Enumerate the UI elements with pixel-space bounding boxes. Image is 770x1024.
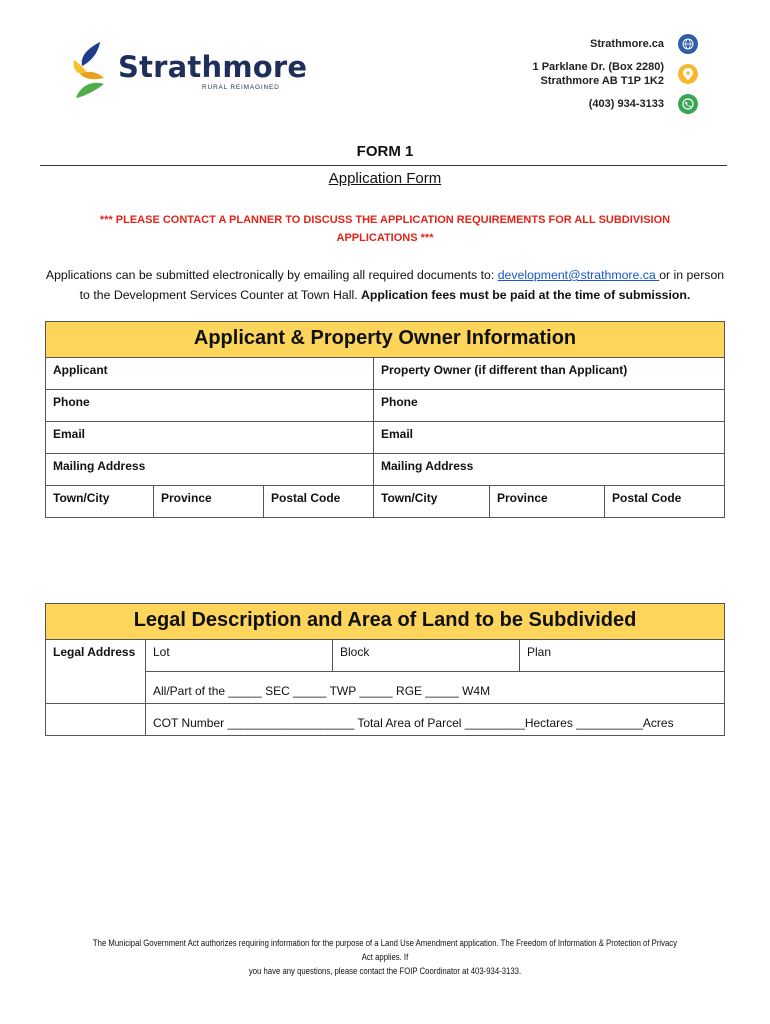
applicant-phone-field[interactable]: Phone — [46, 390, 374, 422]
warning-line2: APPLICATIONS *** — [336, 232, 434, 244]
section-legal-description-title: Legal Description and Area of Land to be Subdivided — [46, 604, 725, 640]
applicant-field[interactable]: Applicant — [46, 358, 374, 390]
planner-warning — [60, 211, 710, 247]
logo-tagline: RURAL REIMAGINED — [202, 84, 280, 91]
website-text: Strathmore.ca — [590, 38, 664, 50]
section-applicant-owner-title: Applicant & Property Owner Information — [46, 322, 725, 358]
logo-wordmark: Strathmore — [118, 50, 308, 84]
strathmore-logo — [70, 40, 308, 106]
address-row — [438, 60, 698, 88]
owner-postal-field[interactable]: Postal Code — [605, 486, 725, 518]
owner-field[interactable]: Property Owner (if different than Applicant) — [374, 358, 725, 390]
phone-row — [438, 94, 698, 114]
intro-text: Applications can be submitted electronically by emailing all required documents to: — [45, 268, 498, 282]
applicant-province-field[interactable]: Province — [154, 486, 264, 518]
sec-twp-rge-field[interactable]: All/Part of the _____ SEC _____ TWP _____ RGE _____ W4M — [146, 672, 725, 704]
logo-mark-icon — [70, 40, 118, 106]
globe-icon — [678, 34, 698, 54]
lot-field[interactable]: Lot — [146, 640, 333, 672]
block-field[interactable]: Block — [333, 640, 520, 672]
warning-line1: *** PLEASE CONTACT A PLANNER TO DISCUSS THE APPLICATION REQUIREMENTS FOR ALL SUBDIVISION — [99, 214, 671, 226]
intro-text-2: or in person to the Development Services Counter at Town Hall. — [79, 268, 725, 302]
applicant-email-field[interactable]: Email — [46, 422, 374, 454]
owner-province-field[interactable]: Province — [490, 486, 605, 518]
applicant-town-field[interactable]: Town/City — [46, 486, 154, 518]
foip-line1: The Municipal Government Act authorizes requiring information for the purpose of a Land Use Amendment application. The Freedom of Information & Protection of Privacy Act applies. If — [92, 938, 678, 962]
owner-town-field[interactable]: Town/City — [374, 486, 490, 518]
phone-chat-icon — [678, 94, 698, 114]
owner-mailing-field[interactable]: Mailing Address — [374, 454, 725, 486]
submission-instructions — [40, 265, 730, 305]
location-pin-icon — [678, 64, 698, 84]
form-subtitle: Application Form — [328, 170, 442, 187]
applicant-postal-field[interactable]: Postal Code — [264, 486, 374, 518]
legal-address-label: Legal Address — [46, 640, 146, 704]
form-number: FORM 1 — [356, 143, 414, 160]
foip-notice — [88, 936, 681, 978]
plan-field[interactable]: Plan — [520, 640, 725, 672]
address-line2: Strathmore AB T1P 1K2 — [540, 75, 664, 87]
email-link[interactable]: development@strathmore.ca — [497, 268, 660, 282]
header-divider — [40, 165, 727, 166]
applicant-mailing-field[interactable]: Mailing Address — [46, 454, 374, 486]
blank-cell — [46, 704, 146, 736]
contact-block — [438, 34, 698, 120]
fee-notice: Application fees must be paid at the time of submission. — [361, 288, 691, 302]
phone-text: (403) 934-3133 — [588, 98, 664, 110]
owner-phone-field[interactable]: Phone — [374, 390, 725, 422]
foip-line2: you have any questions, please contact the FOIP Coordinator at 403-934-3133. — [248, 966, 522, 976]
legal-description-table — [45, 603, 725, 736]
address-text — [533, 60, 664, 88]
cot-area-field[interactable]: COT Number ___________________ Total Area of Parcel _________Hectares __________Acres — [146, 704, 725, 736]
owner-email-field[interactable]: Email — [374, 422, 725, 454]
address-line1: 1 Parklane Dr. (Box 2280) — [532, 61, 664, 73]
applicant-owner-table — [45, 321, 725, 518]
website-row — [438, 34, 698, 54]
